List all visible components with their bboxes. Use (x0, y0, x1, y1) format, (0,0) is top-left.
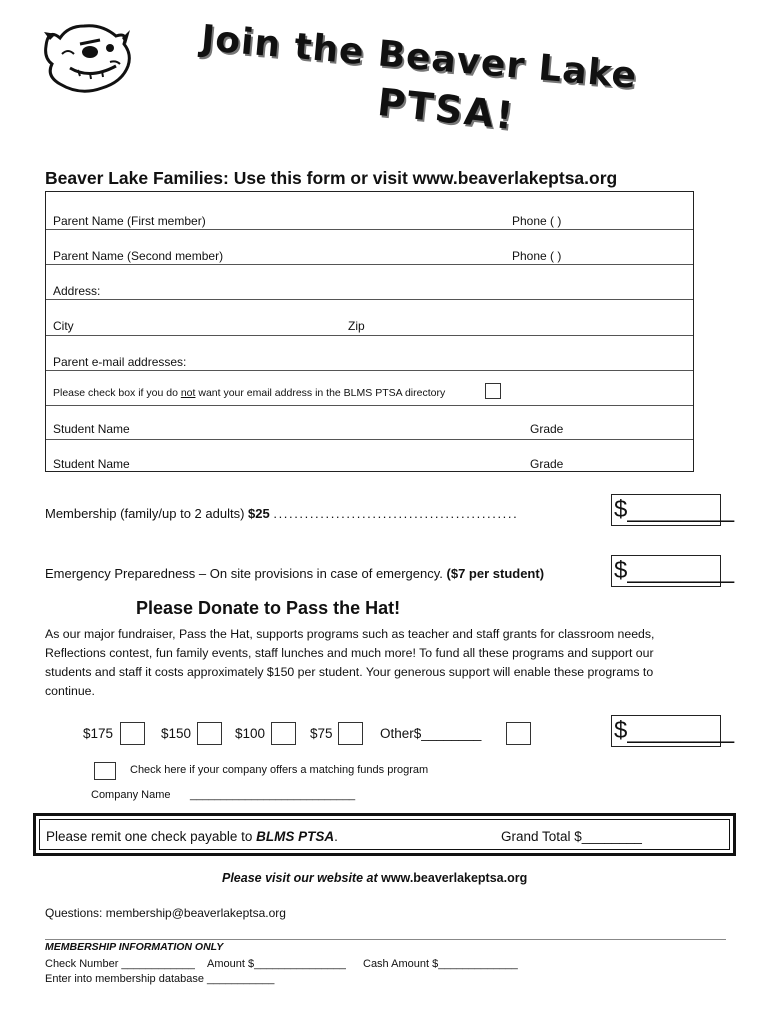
donate-option-other[interactable] (380, 726, 481, 741)
email-row[interactable] (46, 335, 693, 371)
donate-option-100-label: $100 (235, 726, 266, 741)
donate-heading: Please Donate to Pass the Hat! (136, 598, 401, 618)
membership-amount-field[interactable]: $________ (611, 494, 721, 526)
bulldog-mascot-logo (40, 18, 136, 98)
remit-inner-frame (39, 819, 730, 850)
emergency-line (45, 566, 544, 581)
donate-option-100[interactable] (235, 726, 265, 741)
donate-option-150-label: $150 (161, 726, 192, 741)
city-label: City (53, 319, 74, 333)
parent1-row[interactable] (46, 192, 693, 230)
cash-amount-field: Cash Amount $_____________ (363, 958, 518, 970)
student2-label: Student Name (53, 457, 130, 471)
student2-grade-label: Grade (530, 457, 564, 471)
email-label: Parent e-mail addresses: (53, 355, 187, 369)
donate-75-checkbox[interactable] (338, 722, 363, 745)
membership-price: $25 (248, 506, 270, 521)
student1-label: Student Name (53, 422, 130, 436)
database-entry-field: Enter into membership database ___________ (45, 973, 275, 985)
donate-other-checkbox[interactable] (506, 722, 531, 745)
form-subheading: Beaver Lake Families: Use this form or visit www.beaverlakeptsa.org (45, 168, 618, 188)
donate-100-checkbox[interactable] (271, 722, 296, 745)
directory-optout-row (46, 370, 693, 406)
remit-box (33, 813, 736, 856)
directory-optout-label: Please check box if you do not want your email address in the BLMS PTSA directory (53, 387, 446, 399)
company-name-field[interactable]: ___________________________ (190, 789, 356, 801)
divider (45, 939, 726, 940)
check-number-field: Check Number ____________ (45, 958, 195, 970)
membership-info-heading: MEMBERSHIP INFORMATION ONLY (45, 941, 224, 953)
matching-funds-checkbox[interactable] (94, 762, 116, 780)
donate-option-150[interactable] (161, 726, 191, 741)
parent2-row[interactable] (46, 229, 693, 265)
zip-label: Zip (348, 319, 365, 333)
member-info-form (45, 191, 694, 472)
parent1-phone-label: Phone ( ) (512, 214, 562, 228)
donate-paragraph: As our major fundraiser, Pass the Hat, supports programs such as teacher and staff grants for classroom needs, Reflections contest, fun family events, staff lunches and much more! To fund all these programs and support our students and staff it costs approximately $150 per student. Your generous support will enable these programs to continue. (45, 627, 655, 698)
donate-150-checkbox[interactable] (197, 722, 222, 745)
parent2-phone-label: Phone ( ) (512, 249, 562, 263)
amount-field: Amount $_______________ (207, 958, 346, 970)
donate-option-175[interactable] (83, 726, 113, 741)
page-title-line2: PTSA! (375, 80, 518, 139)
questions-line: Questions: membership@beaverlakeptsa.org (45, 906, 286, 920)
visit-website-line: Please visit our website at www.beaverlakeptsa.org (222, 871, 528, 885)
address-row[interactable] (46, 264, 693, 300)
donation-amount-field[interactable]: $________ (611, 715, 721, 747)
emergency-price: ($7 per student) (446, 566, 545, 581)
matching-funds-label: Check here if your company offers a matching funds program (130, 764, 429, 776)
membership-dots: ............................................... (273, 506, 519, 521)
website-link[interactable]: www.beaverlakeptsa.org (381, 871, 528, 885)
address-label: Address: (53, 284, 101, 298)
remit-instruction: Please remit one check payable to BLMS PTSA. (46, 829, 338, 844)
page-title-line1: Join the Beaver Lake (199, 18, 639, 97)
student1-row[interactable] (46, 405, 693, 440)
grand-total-field[interactable]: Grand Total $________ (501, 829, 642, 844)
donate-option-75-label: $75 (310, 726, 333, 741)
company-name-label: Company Name (91, 789, 171, 801)
donate-option-other-label: Other$________ (380, 726, 482, 741)
membership-text: Membership (family/up to 2 adults) (45, 506, 249, 521)
emergency-amount-field[interactable]: $________ (611, 555, 721, 587)
student2-row[interactable] (46, 439, 693, 472)
donate-175-checkbox[interactable] (120, 722, 145, 745)
directory-optout-checkbox[interactable] (485, 383, 501, 399)
donate-option-75[interactable] (310, 726, 333, 741)
student1-grade-label: Grade (530, 422, 564, 436)
donate-option-175-label: $175 (83, 726, 114, 741)
emergency-text: Emergency Preparedness – On site provisions in case of emergency. (45, 566, 447, 581)
membership-line (45, 506, 518, 521)
parent2-label: Parent Name (Second member) (53, 249, 224, 263)
parent1-label: Parent Name (First member) (53, 214, 206, 228)
city-zip-row[interactable] (46, 299, 693, 336)
